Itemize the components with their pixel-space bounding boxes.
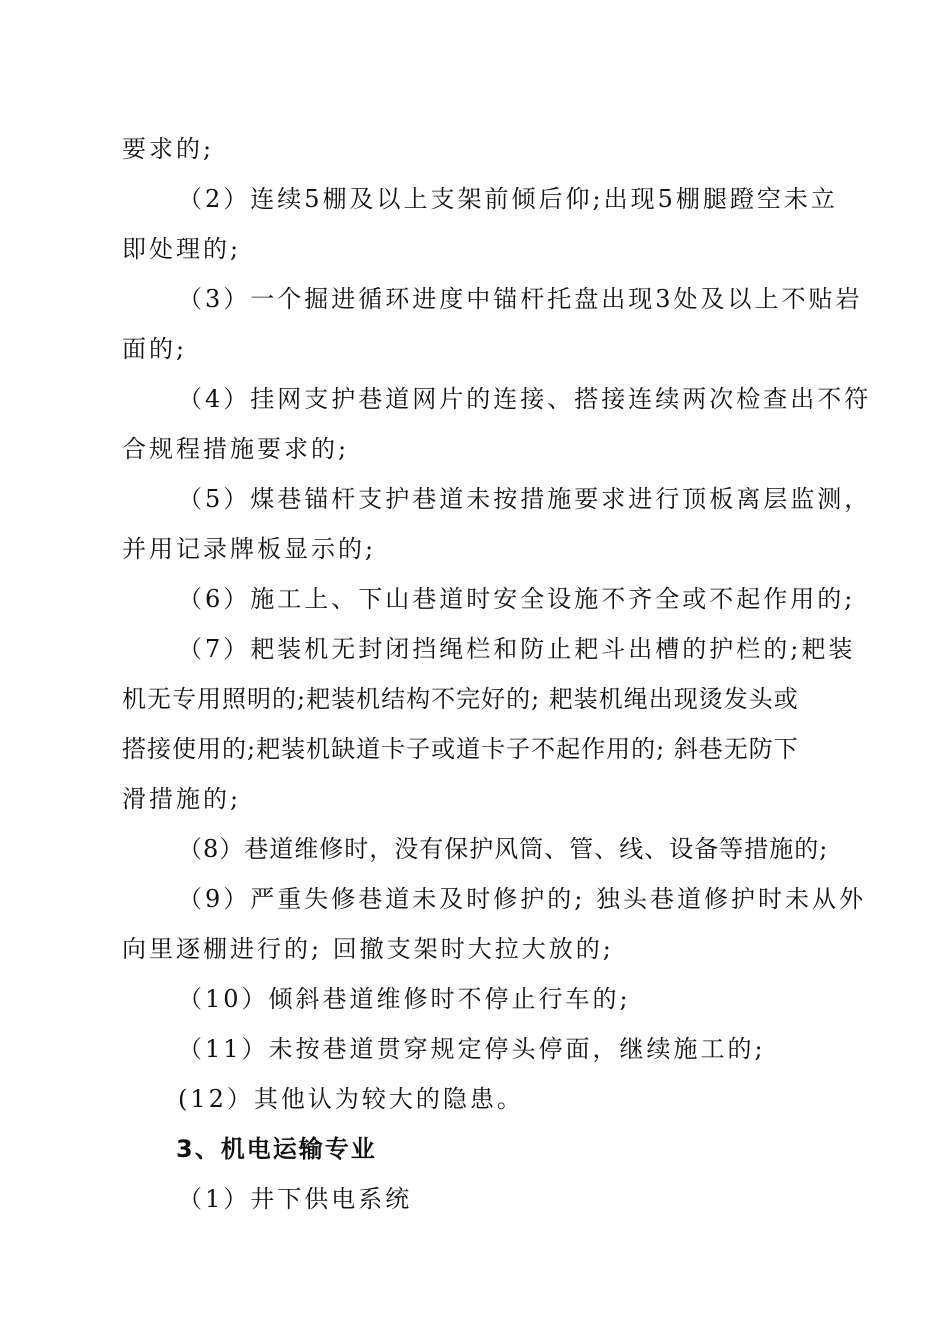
text-line: 即处理的; <box>122 235 242 263</box>
text-line: 并用记录牌板显示的; <box>122 535 377 563</box>
list-item-11: （11）未按巷道贯穿规定停头停面，继续施工的; <box>178 1035 766 1063</box>
list-item-4: （4）挂网支护巷道网片的连接、搭接连续两次检查出不符 <box>178 385 872 413</box>
text-line: 滑措施的; <box>122 785 242 813</box>
text-line: 要求的; <box>122 135 215 163</box>
list-item-9: （9）严重失修巷道未及时修护的; 独头巷道修护时未从外 <box>178 885 866 913</box>
list-item-8: （8）巷道维修时，没有保护风筒、管、线、设备等措施的; <box>178 835 829 863</box>
list-item-2: （2）连续5棚及以上支架前倾后仰;出现5棚腿蹬空未立 <box>178 185 838 213</box>
text-line: 面的; <box>122 335 188 363</box>
list-item-10: （10）倾斜巷道维修时不停止行车的; <box>178 985 631 1013</box>
text-line: 机无专用照明的;耙装机结构不完好的; 耙装机绳出现烫发头或 <box>122 685 799 713</box>
list-item-6: （6）施工上、下山巷道时安全设施不齐全或不起作用的; <box>178 585 856 613</box>
list-item-5: （5）煤巷锚杆支护巷道未按措施要求进行顶板离层监测， <box>178 485 872 513</box>
text-line: 搭接使用的;耙装机缺道卡子或道卡子不起作用的; 斜巷无防下 <box>122 735 799 763</box>
text-line: 合规程措施要求的; <box>122 435 350 463</box>
list-item-1: （1）井下供电系统 <box>178 1185 413 1213</box>
list-item-3: （3）一个掘进循环进度中锚杆托盘出现3处及以上不贴岩 <box>178 285 863 313</box>
list-item-7: （7）耙装机无封闭挡绳栏和防止耙斗出槽的护栏的;耙装 <box>178 635 856 663</box>
text-line: 向里逐棚进行的; 回撤支架时大拉大放的; <box>122 935 614 963</box>
section-heading: 3、机电运输专业 <box>176 1135 377 1163</box>
list-item-12: (12）其他认为较大的隐患。 <box>178 1085 524 1113</box>
